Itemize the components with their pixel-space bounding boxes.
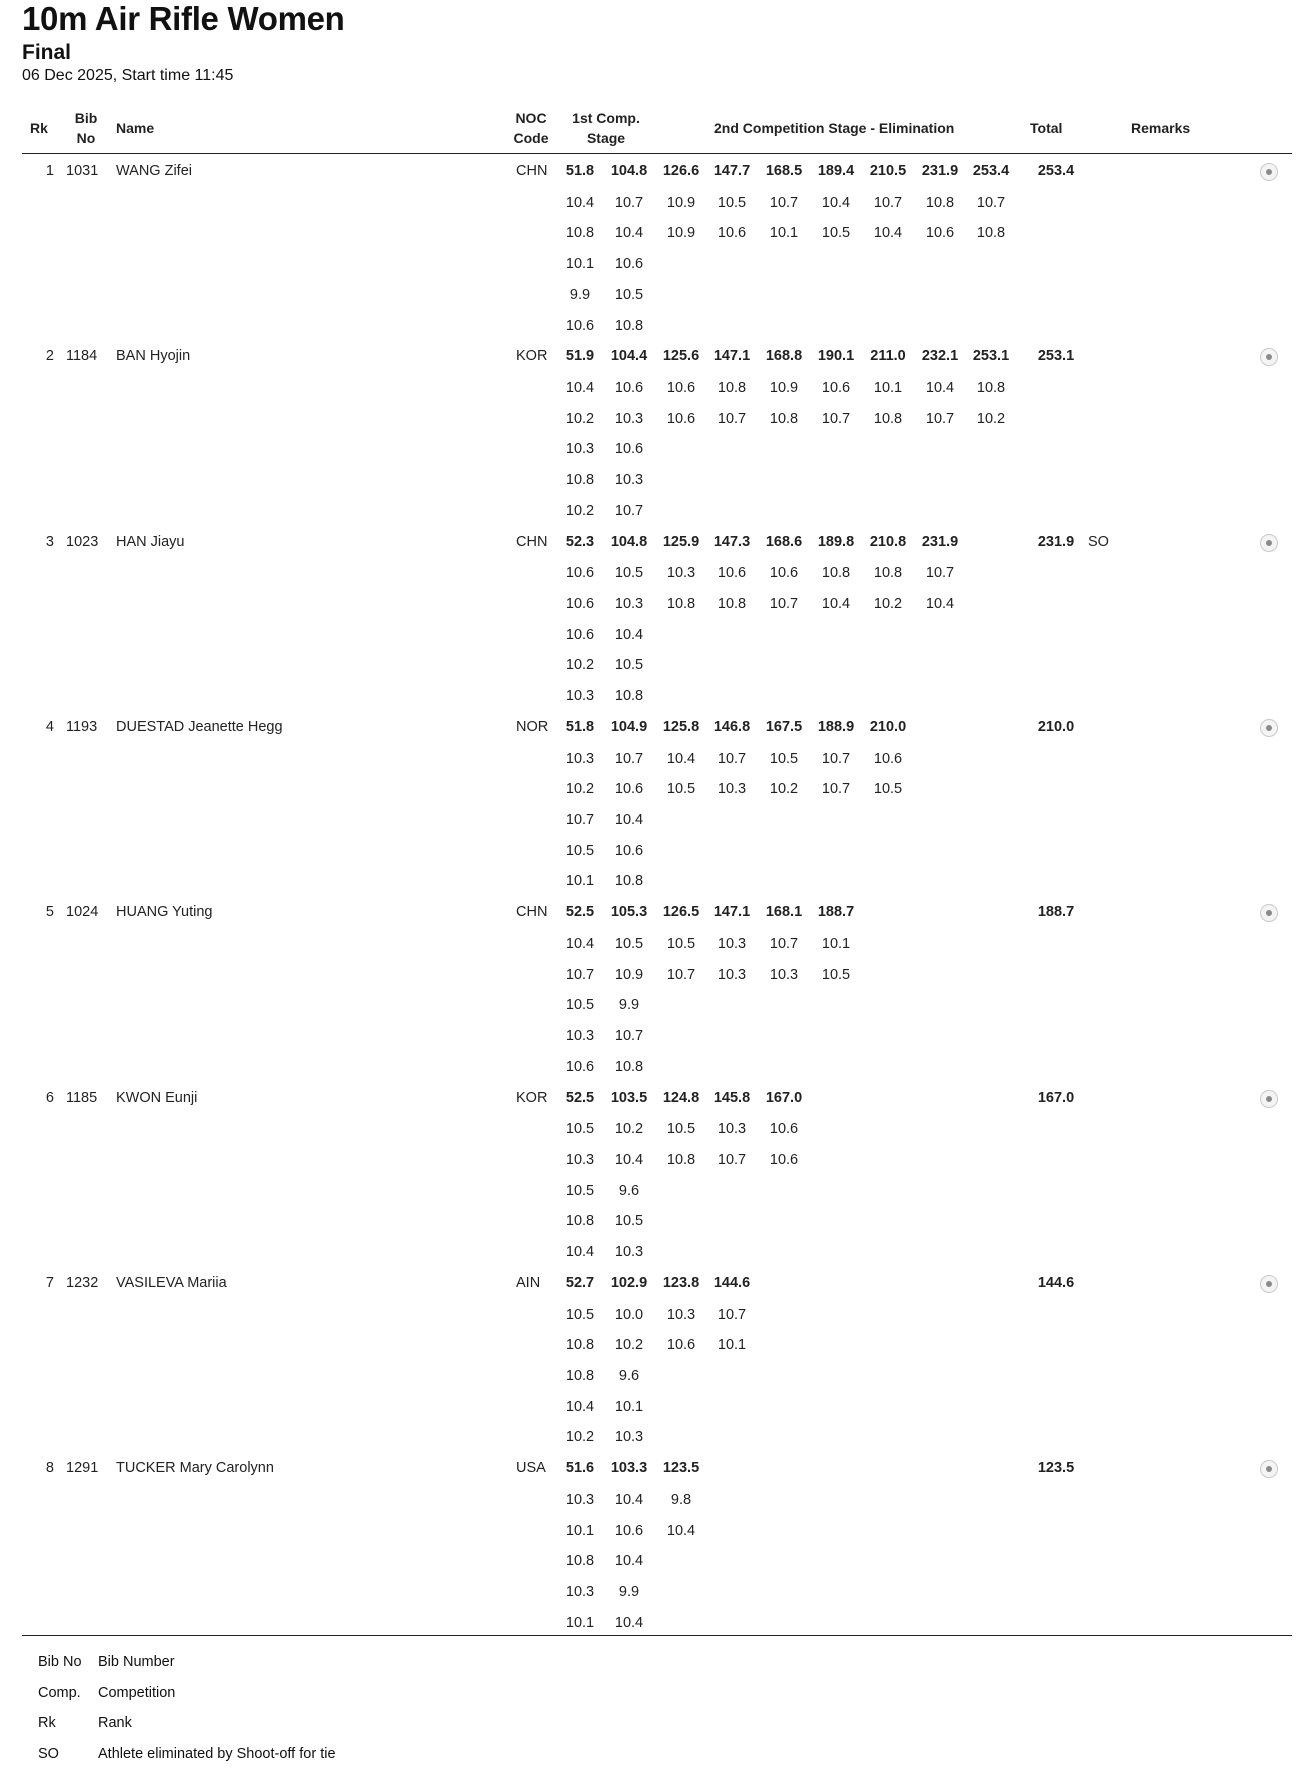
shot-score: 10.3: [614, 1244, 644, 1260]
shot-score: 10.5: [614, 657, 644, 674]
shot-score: 10.6: [614, 380, 644, 396]
athlete-total: 188.7: [1037, 904, 1075, 921]
shot-score: 10.5: [873, 781, 903, 798]
athlete-bib: 1291: [66, 1460, 99, 1477]
cumulative-score: 125.8: [662, 718, 700, 735]
shot-score: 10.1: [565, 1614, 595, 1631]
shot-score: 10.5: [565, 842, 595, 859]
cumulative-score: 144.6: [713, 1274, 751, 1291]
athlete-name: TUCKER Mary Carolynn: [116, 1460, 274, 1477]
shot-score: 10.3: [666, 565, 696, 582]
shot-score: 10.7: [925, 565, 955, 582]
shot-score: 10.6: [821, 380, 851, 396]
athlete-rank: 6: [45, 1089, 54, 1106]
shot-score: 10.5: [614, 1213, 644, 1230]
athlete-noc: CHN: [516, 533, 548, 550]
athlete-rank: 8: [45, 1460, 54, 1477]
shot-score: 10.6: [769, 1151, 799, 1168]
shot-score: 10.7: [614, 502, 644, 519]
col-stage1-header-line2: Stage: [586, 130, 626, 146]
shot-score: 10.5: [821, 225, 851, 242]
target-icon[interactable]: [1260, 1460, 1278, 1478]
shot-score: 9.6: [618, 1182, 640, 1199]
athlete-name: WANG Zifei: [116, 163, 192, 179]
shot-score: 10.8: [873, 565, 903, 582]
athlete-name: HUANG Yuting: [116, 904, 213, 921]
shot-score: 10.6: [565, 565, 595, 582]
cumulative-score: 105.3: [610, 904, 648, 921]
shot-score: 10.6: [666, 1337, 696, 1354]
col-stage1-header-line1: 1st Comp.: [572, 110, 640, 126]
athlete-noc: KOR: [516, 1089, 548, 1106]
shot-score: 10.7: [717, 1151, 747, 1168]
target-icon[interactable]: [1260, 1090, 1278, 1108]
shot-score: 10.4: [614, 1614, 644, 1631]
cumulative-score: 188.7: [817, 904, 855, 921]
shot-score: 10.1: [565, 1522, 595, 1539]
cumulative-score: 210.0: [869, 718, 907, 735]
cumulative-score: 104.8: [610, 533, 648, 550]
shot-score: 10.4: [925, 380, 955, 396]
shot-score: 10.5: [614, 935, 644, 952]
athlete-total: 144.6: [1037, 1274, 1075, 1291]
shot-score: 10.6: [614, 441, 644, 458]
shot-score: 10.3: [565, 1028, 595, 1044]
shot-score: 10.7: [821, 750, 851, 767]
col-bib-header-line1: Bib: [74, 110, 98, 126]
legend-abbreviation: Bib No: [38, 1654, 82, 1670]
athlete-name: KWON Eunji: [116, 1089, 198, 1106]
athlete-total: 123.5: [1037, 1460, 1075, 1477]
shot-score: 10.5: [565, 1182, 595, 1199]
athlete-bib: 1023: [66, 533, 99, 550]
cumulative-score: 123.5: [662, 1460, 700, 1477]
shot-score: 10.8: [976, 380, 1006, 396]
shot-score: 10.3: [614, 596, 644, 612]
shot-score: 10.3: [565, 441, 595, 458]
target-icon[interactable]: [1260, 348, 1278, 366]
cumulative-score: 123.8: [662, 1274, 700, 1291]
cumulative-score: 126.6: [662, 163, 700, 179]
legend-definition: Athlete eliminated by Shoot-off for tie: [98, 1746, 336, 1763]
shot-score: 10.1: [565, 873, 595, 890]
shot-score: 10.1: [717, 1337, 747, 1354]
cumulative-score: 51.9: [565, 348, 595, 365]
cumulative-score: 253.4: [972, 163, 1010, 179]
cumulative-score: 168.8: [765, 348, 803, 365]
shot-score: 10.6: [666, 410, 696, 427]
col-bib-header: [66, 108, 106, 148]
legend-abbreviation: SO: [38, 1746, 59, 1763]
shot-score: 10.7: [769, 194, 799, 211]
cumulative-score: 167.5: [765, 718, 803, 735]
cumulative-score: 145.8: [713, 1089, 751, 1106]
shot-score: 10.8: [614, 317, 644, 334]
shot-score: 10.7: [873, 194, 903, 211]
athlete-bib: 1185: [66, 1089, 98, 1106]
athlete-bib: 1031: [66, 163, 99, 179]
shot-score: 10.8: [565, 1367, 595, 1384]
shot-score: 10.2: [565, 502, 595, 519]
page-title: 10m Air Rifle Women: [22, 0, 345, 37]
shot-score: 10.4: [821, 596, 851, 612]
cumulative-score: 168.1: [765, 904, 803, 921]
shot-score: 10.7: [565, 812, 595, 828]
col-total-header: Total: [1030, 120, 1063, 136]
shot-score: 10.8: [614, 688, 644, 705]
athlete-name: DUESTAD Jeanette Hegg: [116, 718, 283, 735]
cumulative-score: 125.9: [662, 533, 700, 550]
shot-score: 10.2: [614, 1121, 644, 1138]
cumulative-score: 147.1: [713, 348, 751, 365]
shot-score: 10.8: [614, 1058, 644, 1075]
shot-score: 10.6: [565, 317, 595, 334]
athlete-rank: 7: [45, 1274, 54, 1291]
col-name-header: Name: [116, 120, 155, 136]
shot-score: 10.5: [717, 194, 747, 211]
athlete-total: 231.9: [1037, 533, 1075, 550]
shot-score: 10.4: [925, 596, 955, 612]
col-noc-header-line1: NOC: [515, 110, 547, 126]
cumulative-score: 210.8: [869, 533, 907, 550]
shot-score: 10.8: [666, 1151, 696, 1168]
shot-score: 10.6: [717, 225, 747, 242]
athlete-total: 253.4: [1037, 163, 1075, 179]
col-noc-header-line2: Code: [513, 130, 549, 146]
col-bib-header-line2: No: [76, 130, 96, 146]
shot-score: 10.8: [565, 1553, 595, 1570]
cumulative-score: 52.5: [565, 1089, 595, 1106]
event-phase: Final: [22, 41, 72, 64]
shot-score: 10.7: [614, 1028, 644, 1044]
legend-definition: Competition: [98, 1684, 176, 1701]
shot-score: 10.3: [565, 750, 595, 767]
shot-score: 10.6: [717, 565, 747, 582]
cumulative-score: 188.9: [817, 718, 855, 735]
shot-score: 10.3: [614, 1429, 644, 1446]
cumulative-score: 231.9: [921, 533, 959, 550]
shot-score: 10.4: [565, 1244, 595, 1260]
shot-score: 9.9: [618, 997, 640, 1014]
shot-score: 10.8: [717, 380, 747, 396]
shot-score: 10.3: [717, 966, 747, 983]
cumulative-score: 103.5: [610, 1089, 648, 1106]
shot-score: 10.9: [769, 380, 799, 396]
shot-score: 10.6: [614, 256, 644, 273]
shot-score: 10.8: [769, 410, 799, 427]
cumulative-score: 51.8: [565, 718, 595, 735]
athlete-rank: 3: [45, 533, 54, 550]
shot-score: 10.8: [925, 194, 955, 211]
shot-score: 10.1: [873, 380, 903, 396]
shot-score: 10.8: [614, 873, 644, 890]
shot-score: 10.4: [666, 1522, 696, 1539]
target-icon[interactable]: [1260, 904, 1278, 922]
shot-score: 10.3: [717, 1121, 747, 1138]
shot-score: 10.7: [614, 194, 644, 211]
shot-score: 10.9: [666, 194, 696, 211]
shot-score: 10.7: [614, 750, 644, 767]
cumulative-score: 51.8: [565, 163, 595, 179]
cumulative-score: 102.9: [610, 1274, 648, 1291]
shot-score: 10.7: [976, 194, 1006, 211]
shot-score: 10.7: [925, 410, 955, 427]
shot-score: 10.4: [565, 380, 595, 396]
shot-score: 10.5: [769, 750, 799, 767]
athlete-bib: 1184: [66, 348, 98, 365]
cumulative-score: 210.5: [869, 163, 907, 179]
shot-score: 10.4: [666, 750, 696, 767]
shot-score: 10.7: [769, 596, 799, 612]
cumulative-score: 232.1: [921, 348, 959, 365]
shot-score: 9.6: [618, 1367, 640, 1384]
shot-score: 10.3: [565, 1151, 595, 1168]
target-icon[interactable]: [1260, 719, 1278, 737]
athlete-noc: NOR: [516, 718, 549, 735]
shot-score: 10.9: [614, 966, 644, 983]
cumulative-score: 231.9: [921, 163, 959, 179]
shot-score: 10.6: [565, 626, 595, 643]
shot-score: 10.3: [666, 1306, 696, 1323]
shot-score: 10.1: [565, 256, 595, 273]
shot-score: 10.7: [821, 410, 851, 427]
shot-score: 10.6: [565, 596, 595, 612]
athlete-rank: 5: [45, 904, 54, 921]
cumulative-score: 189.8: [817, 533, 855, 550]
shot-score: 10.2: [565, 1429, 595, 1446]
shot-score: 10.2: [565, 410, 595, 427]
shot-score: 10.5: [666, 781, 696, 798]
cumulative-score: 104.9: [610, 718, 648, 735]
shot-score: 9.9: [618, 1583, 640, 1600]
shot-score: 10.4: [614, 1491, 644, 1508]
athlete-bib: 1024: [66, 904, 99, 921]
shot-score: 10.3: [614, 472, 644, 489]
shot-score: 10.6: [873, 750, 903, 767]
shot-score: 10.8: [565, 1337, 595, 1354]
athlete-noc: CHN: [516, 904, 548, 921]
cumulative-score: 125.6: [662, 348, 700, 365]
shot-score: 10.4: [565, 935, 595, 952]
shot-score: 10.3: [565, 1491, 595, 1508]
athlete-total: 253.1: [1037, 348, 1075, 365]
shot-score: 10.7: [717, 410, 747, 427]
shot-score: 10.7: [769, 935, 799, 952]
shot-score: 10.8: [873, 410, 903, 427]
shot-score: 10.5: [614, 286, 644, 303]
shot-score: 10.3: [565, 688, 595, 705]
legend-definition: Rank: [98, 1715, 132, 1732]
shot-score: 10.4: [614, 626, 644, 643]
shot-score: 10.4: [614, 1553, 644, 1570]
target-icon[interactable]: [1260, 1275, 1278, 1293]
shot-score: 10.4: [614, 225, 644, 242]
shot-score: 10.7: [565, 966, 595, 983]
shot-score: 10.6: [666, 380, 696, 396]
shot-score: 10.8: [565, 225, 595, 242]
shot-score: 10.5: [565, 997, 595, 1014]
shot-score: 10.6: [614, 1522, 644, 1539]
cumulative-score: 168.5: [765, 163, 803, 179]
shot-score: 10.7: [717, 750, 747, 767]
shot-score: 10.7: [666, 966, 696, 983]
shot-score: 10.2: [976, 410, 1006, 427]
shot-score: 10.3: [565, 1583, 595, 1600]
legend-definition: Bib Number: [98, 1654, 175, 1670]
cumulative-score: 190.1: [817, 348, 855, 365]
shot-score: 10.3: [614, 410, 644, 427]
cumulative-score: 146.8: [713, 718, 751, 735]
shot-score: 10.4: [614, 812, 644, 828]
cumulative-score: 211.0: [870, 348, 906, 365]
legend-abbreviation: Comp.: [38, 1684, 81, 1701]
athlete-name: HAN Jiayu: [116, 533, 185, 550]
shot-score: 10.8: [565, 472, 595, 489]
shot-score: 10.3: [717, 935, 747, 952]
shot-score: 10.1: [769, 225, 799, 242]
athlete-name: VASILEVA Mariia: [116, 1274, 227, 1291]
shot-score: 10.2: [565, 781, 595, 798]
shot-score: 10.6: [614, 842, 644, 859]
athlete-bib: 1232: [66, 1274, 99, 1291]
cumulative-score: 167.0: [765, 1089, 803, 1106]
shot-score: 10.4: [614, 1151, 644, 1168]
cumulative-score: 147.3: [713, 533, 751, 550]
shot-score: 10.7: [717, 1306, 747, 1323]
shot-score: 10.6: [565, 1058, 595, 1075]
shot-score: 10.4: [565, 194, 595, 211]
shot-score: 10.8: [666, 596, 696, 612]
cumulative-score: 147.7: [713, 163, 751, 179]
cumulative-score: 52.3: [565, 533, 595, 550]
cumulative-score: 104.8: [610, 163, 648, 179]
athlete-name: BAN Hyojin: [116, 348, 191, 365]
shot-score: 10.0: [614, 1306, 644, 1323]
athlete-total: 167.0: [1037, 1089, 1075, 1106]
athlete-rank: 2: [45, 348, 54, 365]
header-divider: [22, 153, 1292, 154]
shot-score: 10.8: [976, 225, 1006, 242]
shot-score: 10.5: [666, 935, 696, 952]
cumulative-score: 189.4: [817, 163, 855, 179]
athlete-noc: CHN: [516, 163, 548, 179]
col-stage1-header: [566, 108, 646, 148]
legend-abbreviation: Rk: [38, 1715, 56, 1732]
shot-score: 10.5: [614, 565, 644, 582]
col-noc-header: [510, 108, 552, 148]
shot-score: 10.1: [821, 935, 851, 952]
shot-score: 10.2: [873, 596, 903, 612]
cumulative-score: 52.5: [565, 904, 595, 921]
target-icon[interactable]: [1260, 534, 1278, 552]
col-stage2-header: 2nd Competition Stage - Elimination: [714, 120, 955, 136]
shot-score: 10.9: [666, 225, 696, 242]
cumulative-score: 104.4: [610, 348, 648, 365]
athlete-remark: SO: [1088, 533, 1109, 550]
athlete-rank: 4: [45, 718, 54, 735]
athlete-noc: AIN: [516, 1274, 541, 1291]
athlete-rank: 1: [45, 163, 54, 179]
shot-score: 10.4: [821, 194, 851, 211]
shot-score: 10.8: [821, 565, 851, 582]
shot-score: 10.5: [565, 1306, 595, 1323]
cumulative-score: 126.5: [662, 904, 700, 921]
shot-score: 9.8: [670, 1491, 692, 1508]
footer-divider: [22, 1635, 1292, 1636]
col-remarks-header: Remarks: [1131, 120, 1191, 136]
cumulative-score: 52.7: [565, 1274, 595, 1291]
shot-score: 10.8: [565, 1213, 595, 1230]
cumulative-score: 147.1: [713, 904, 751, 921]
shot-score: 10.5: [666, 1121, 696, 1138]
shot-score: 10.3: [769, 966, 799, 983]
shot-score: 10.8: [717, 596, 747, 612]
shot-score: 10.4: [873, 225, 903, 242]
shot-score: 10.6: [614, 781, 644, 798]
shot-score: 10.7: [821, 781, 851, 798]
shot-score: 10.3: [717, 781, 747, 798]
cumulative-score: 253.1: [972, 348, 1010, 365]
athlete-bib: 1193: [66, 718, 98, 735]
shot-score: 9.9: [569, 286, 591, 303]
cumulative-score: 51.6: [565, 1460, 595, 1477]
cumulative-score: 103.3: [610, 1460, 648, 1477]
shot-score: 10.1: [614, 1398, 644, 1415]
cumulative-score: 124.8: [662, 1089, 700, 1106]
shot-score: 10.2: [614, 1337, 644, 1354]
shot-score: 10.2: [769, 781, 799, 798]
shot-score: 10.5: [821, 966, 851, 983]
target-icon[interactable]: [1260, 163, 1278, 181]
shot-score: 10.4: [565, 1398, 595, 1415]
cumulative-score: 168.6: [765, 533, 803, 550]
col-rank-header: Rk: [30, 120, 48, 136]
athlete-noc: USA: [516, 1460, 546, 1477]
athlete-noc: KOR: [516, 348, 548, 365]
shot-score: 10.6: [925, 225, 955, 242]
athlete-total: 210.0: [1037, 718, 1075, 735]
shot-score: 10.5: [565, 1121, 595, 1138]
event-date-time: 06 Dec 2025, Start time 11:45: [22, 67, 234, 84]
shot-score: 10.2: [565, 657, 595, 674]
shot-score: 10.6: [769, 565, 799, 582]
shot-score: 10.6: [769, 1121, 799, 1138]
